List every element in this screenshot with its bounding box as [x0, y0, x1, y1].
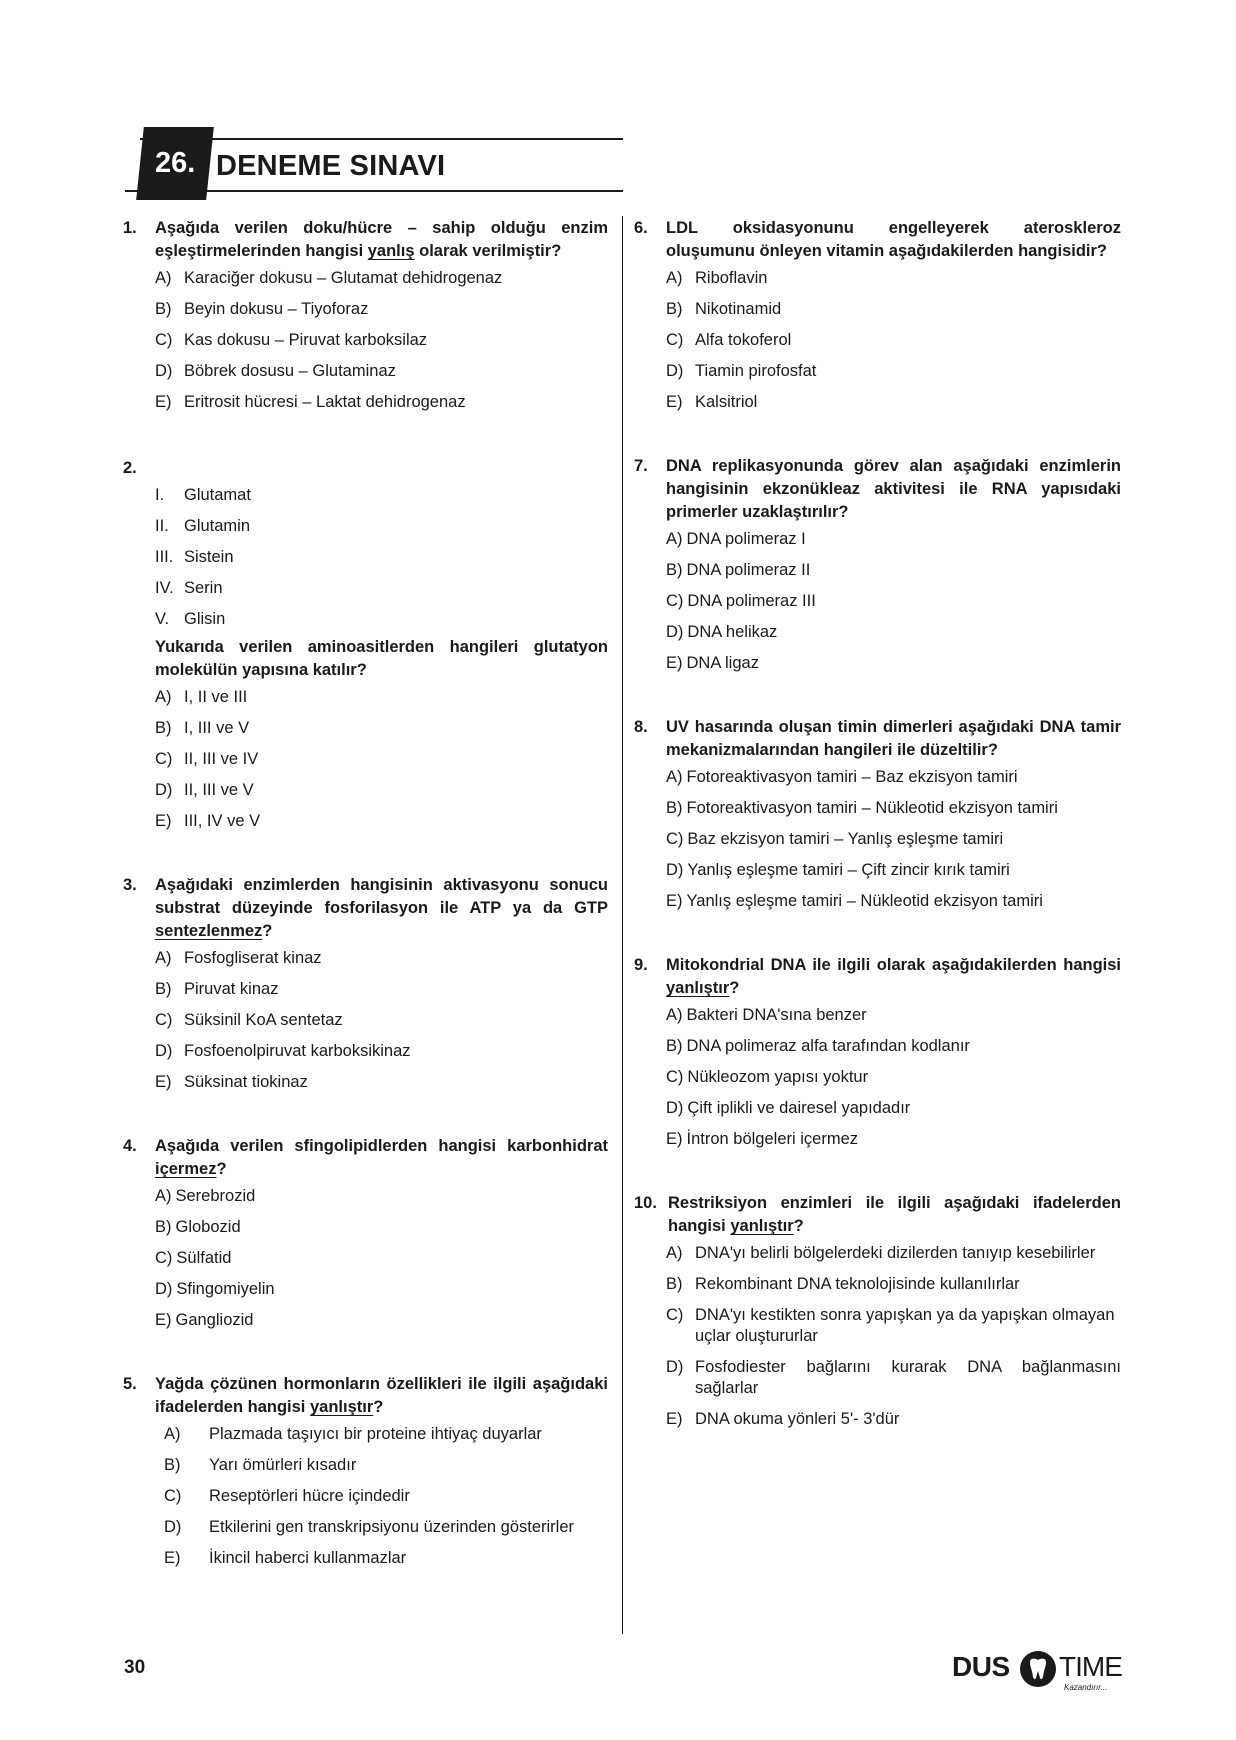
exam-number-badge: 26.: [136, 127, 214, 200]
option-c[interactable]: C) Baz ekzisyon tamiri – Yanlış eşleşme tamiri: [666, 830, 1004, 848]
question-number: 3.: [123, 876, 137, 894]
option-d[interactable]: D) Yanlış eşleşme tamiri – Çift zincir kırık tamiri: [666, 861, 1010, 879]
exam-title: DENEME SINAVI: [216, 150, 446, 182]
option-c[interactable]: C) Süksinil KoA sentetaz: [155, 1011, 343, 1029]
brand-logo: [952, 1645, 1122, 1695]
question-8: [634, 716, 1121, 912]
option-d[interactable]: D) Tiamin pirofosfat: [666, 362, 817, 380]
option-a[interactable]: A) DNA'yı belirli bölgelerdeki dizilerden tanıyıp kesebilirler: [666, 1244, 1096, 1262]
option-e[interactable]: E) Kalsitriol: [666, 393, 758, 411]
option-e[interactable]: E) DNA okuma yönleri 5'- 3'dür: [666, 1410, 900, 1428]
option-b[interactable]: B) Fotoreaktivasyon tamiri – Nükleotid ekzisyon tamiri: [666, 799, 1058, 817]
option-c[interactable]: C) Alfa tokoferol: [666, 331, 792, 349]
question-number: 4.: [123, 1137, 137, 1155]
roman-item: V. Glisin: [155, 610, 226, 628]
logo-tagline: Kazandırır...: [1064, 1683, 1108, 1692]
roman-item: I. Glutamat: [155, 486, 251, 504]
question-1: [123, 217, 608, 413]
roman-item: III. Sistein: [155, 548, 234, 566]
option-c[interactable]: C) Kas dokusu – Piruvat karboksilaz: [155, 331, 428, 349]
column-divider: [622, 216, 623, 1634]
logo-text-left: DUS: [952, 1651, 1010, 1682]
option-b[interactable]: B) Globozid: [155, 1218, 241, 1236]
option-b[interactable]: B) Piruvat kinaz: [155, 980, 279, 998]
option-a[interactable]: A) Riboflavin: [666, 269, 768, 287]
option-d[interactable]: D) Çift iplikli ve dairesel yapıdadır: [666, 1099, 911, 1117]
question-number: 7.: [634, 457, 648, 475]
question-number: 6.: [634, 219, 648, 237]
option-c[interactable]: C) II, III ve IV: [155, 750, 259, 768]
question-2: [123, 457, 608, 832]
question-stem: DNA replikasyonunda görev alan aşağıdaki enzimlerin hangisinin ekzonükleaz aktivitesi ile RNA yapısıdaki primerler uzaklaştırılır?: [666, 457, 1121, 521]
option-a[interactable]: A) Serebrozid: [155, 1187, 256, 1205]
question-stem: Mitokondrial DNA ile ilgili olarak aşağıdakilerden hangisi yanlıştır?: [666, 956, 1121, 997]
option-c[interactable]: C) Sülfatid: [155, 1249, 232, 1267]
option-c[interactable]: C) DNA'yı kestikten sonra yapışkan ya da yapışkan olmayan uçlar oluştururlar: [666, 1306, 1115, 1345]
question-stem: Aşağıda verilen doku/hücre – sahip olduğu enzim eşleştirmelerinden hangisi yanlış olarak verilmiştir?: [155, 219, 608, 260]
option-e[interactable]: E) Yanlış eşleşme tamiri – Nükleotid ekzisyon tamiri: [666, 892, 1043, 910]
question-stem: Restriksiyon enzimleri ile ilgili aşağıdaki ifadelerden hangisi yanlıştır?: [668, 1194, 1121, 1235]
question-9: [634, 954, 1121, 1150]
option-d[interactable]: D) Fosfodiester bağlarını kurarak DNA bağlanmasını sağlarlar: [666, 1358, 1121, 1397]
question-number: 2.: [123, 459, 137, 477]
question-number: 9.: [634, 956, 648, 974]
question-10: [634, 1192, 1121, 1430]
option-b[interactable]: B) Nikotinamid: [666, 300, 782, 318]
roman-list: [155, 485, 608, 630]
option-d[interactable]: D) Sfingomiyelin: [155, 1280, 275, 1298]
question-5: [123, 1373, 608, 1569]
logo-text-right: TIME: [1059, 1651, 1122, 1682]
option-e[interactable]: E) III, IV ve V: [155, 812, 261, 830]
question-7: [634, 455, 1121, 674]
roman-item: II. Glutamin: [155, 517, 251, 535]
question-3: [123, 874, 608, 1093]
option-e[interactable]: E) Eritrosit hücresi – Laktat dehidrogenaz: [155, 393, 466, 411]
left-column: [123, 217, 608, 1569]
option-c[interactable]: C) Nükleozom yapısı yoktur: [666, 1068, 869, 1086]
question-stem: Yağda çözünen hormonların özellikleri ile ilgili aşağıdaki ifadelerden hangisi yanlıştır?: [155, 1375, 608, 1416]
question-4: [123, 1135, 608, 1331]
option-a[interactable]: A) DNA polimeraz I: [666, 530, 806, 548]
question-6: [634, 217, 1121, 413]
question-number: 10.: [634, 1194, 657, 1212]
option-d[interactable]: D) Etkilerini gen transkripsiyonu üzerinden gösterirler: [164, 1518, 575, 1536]
question-stem: UV hasarında oluşan timin dimerleri aşağıdaki DNA tamir mekanizmalarından hangileri ile düzeltilir?: [666, 718, 1121, 759]
question-stem: Aşağıda verilen sfingolipidlerden hangisi karbonhidrat içermez?: [155, 1137, 608, 1178]
option-b[interactable]: B) Rekombinant DNA teknolojisinde kullanılırlar: [666, 1275, 1020, 1293]
option-d[interactable]: D) II, III ve V: [155, 781, 254, 799]
option-a[interactable]: A) Karaciğer dokusu – Glutamat dehidrogenaz: [155, 269, 503, 287]
option-e[interactable]: E) DNA ligaz: [666, 654, 759, 672]
question-stem: LDL oksidasyonunu engelleyerek ateroskleroz oluşumunu önleyen vitamin aşağıdakilerden hangisidir?: [666, 219, 1121, 260]
roman-item: IV. Serin: [155, 579, 223, 597]
option-e[interactable]: E) İntron bölgeleri içermez: [666, 1130, 858, 1148]
option-a[interactable]: A) I, II ve III: [155, 688, 248, 706]
option-d[interactable]: D) Böbrek dosusu – Glutaminaz: [155, 362, 396, 380]
option-a[interactable]: A) Fosfogliserat kinaz: [155, 949, 322, 967]
option-b[interactable]: B) I, III ve V: [155, 719, 250, 737]
option-d[interactable]: D) Fosfoenolpiruvat karboksikinaz: [155, 1042, 411, 1060]
option-e[interactable]: E) Süksinat tiokinaz: [155, 1073, 308, 1091]
option-c[interactable]: C) Reseptörleri hücre içindedir: [164, 1487, 410, 1505]
question-number: 8.: [634, 718, 648, 736]
option-a[interactable]: A) Fotoreaktivasyon tamiri – Baz ekzisyon tamiri: [666, 768, 1018, 786]
option-b[interactable]: B) Beyin dokusu – Tiyoforaz: [155, 300, 369, 318]
option-d[interactable]: D) DNA helikaz: [666, 623, 778, 641]
question-stem: Yukarıda verilen aminoasitlerden hangileri glutatyon molekülün yapısına katılır?: [155, 638, 608, 679]
right-column: [634, 217, 1121, 1430]
option-b[interactable]: B) DNA polimeraz II: [666, 561, 811, 579]
option-e[interactable]: E) Gangliozid: [155, 1311, 254, 1329]
option-c[interactable]: C) DNA polimeraz III: [666, 592, 816, 610]
option-e[interactable]: E) İkincil haberci kullanmazlar: [164, 1549, 407, 1567]
question-stem: Aşağıdaki enzimlerden hangisinin aktivasyonu sonucu substrat düzeyinde fosforilasyon ile ATP ya da GTP sentezlenmez?: [155, 876, 608, 940]
option-a[interactable]: A) Bakteri DNA'sına benzer: [666, 1006, 867, 1024]
page-number: 30: [124, 1657, 146, 1678]
question-number: 5.: [123, 1375, 137, 1393]
option-a[interactable]: A) Plazmada taşıyıcı bir proteine ihtiyaç duyarlar: [164, 1425, 542, 1443]
question-number: 1.: [123, 219, 137, 237]
option-b[interactable]: B) DNA polimeraz alfa tarafından kodlanır: [666, 1037, 970, 1055]
tooth-icon: [1018, 1649, 1058, 1689]
option-b[interactable]: B) Yarı ömürleri kısadır: [164, 1456, 357, 1474]
